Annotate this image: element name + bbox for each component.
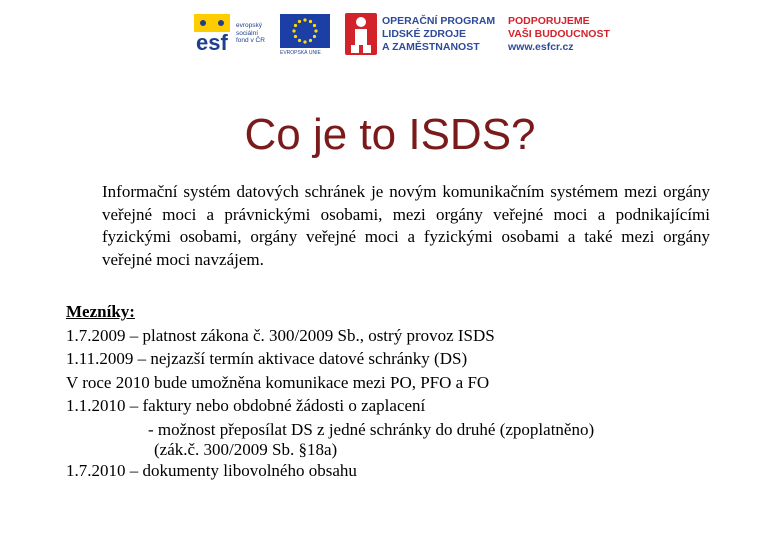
op-line-2: LIDSKÉ ZDROJE bbox=[382, 28, 467, 40]
eu-flag-icon bbox=[280, 14, 330, 48]
slide-title: Co je to ISDS? bbox=[244, 110, 536, 159]
op-line-3: A ZAMĚSTNANOST bbox=[382, 41, 480, 53]
milestones-section bbox=[66, 300, 746, 483]
esf-logo bbox=[192, 12, 274, 58]
logo-banner bbox=[192, 12, 612, 60]
svg-text:esf: esf bbox=[196, 30, 228, 54]
esf-mark-icon bbox=[194, 14, 230, 54]
support-line-2: VAŠI BUDOUCNOST bbox=[508, 28, 610, 40]
eu-logo bbox=[280, 14, 332, 56]
esf-caption: evropský sociální fond v ČR bbox=[236, 22, 265, 44]
milestone-item: 1.11.2009 – nejzazší termín aktivace datové schránky (DS) bbox=[66, 349, 468, 368]
op-lzz-text bbox=[382, 15, 495, 54]
op-lzz-logo bbox=[344, 12, 494, 58]
milestone-item: V roce 2010 bude umožněna komunikace mezi PO, PFO a FO bbox=[66, 372, 490, 392]
support-slogan bbox=[508, 15, 610, 54]
milestone-item: 1.7.2009 – platnost zákona č. 300/2009 Sb., ostrý provoz ISDS bbox=[66, 325, 495, 345]
milestone-item: 1.7.2010 – dokumenty libovolného obsahu bbox=[66, 461, 357, 480]
support-line-1: PODPORUJEME bbox=[508, 15, 590, 27]
milestone-item: 1.1.2010 – faktury nebo obdobné žádosti o zaplacení bbox=[66, 396, 426, 415]
op-line-1: OPERAČNÍ PROGRAM bbox=[382, 15, 496, 27]
support-url: www.esfcr.cz bbox=[508, 41, 574, 53]
milestone-subitem: - možnost přeposílat DS z jedné schránky do druhé (zpoplatněno) bbox=[148, 419, 595, 439]
eu-caption: EVROPSKÁ UNIE bbox=[280, 50, 321, 56]
intro-paragraph: Informační systém datových schránek je novým komunikačním systémem mezi orgány veřejné moci a právnickými osobami, mezi orgány veřejné moci a podnikajícími fyzickými osobami, orgány veřejné moci a fyzickými osobami a také mezi orgány veřejné moci navzájem. bbox=[102, 182, 710, 269]
op-figure-icon bbox=[344, 12, 378, 56]
milestone-subitem-note: (zák.č. 300/2009 Sb. §18a) bbox=[154, 440, 338, 459]
milestones-heading: Mezníky: bbox=[66, 302, 135, 321]
